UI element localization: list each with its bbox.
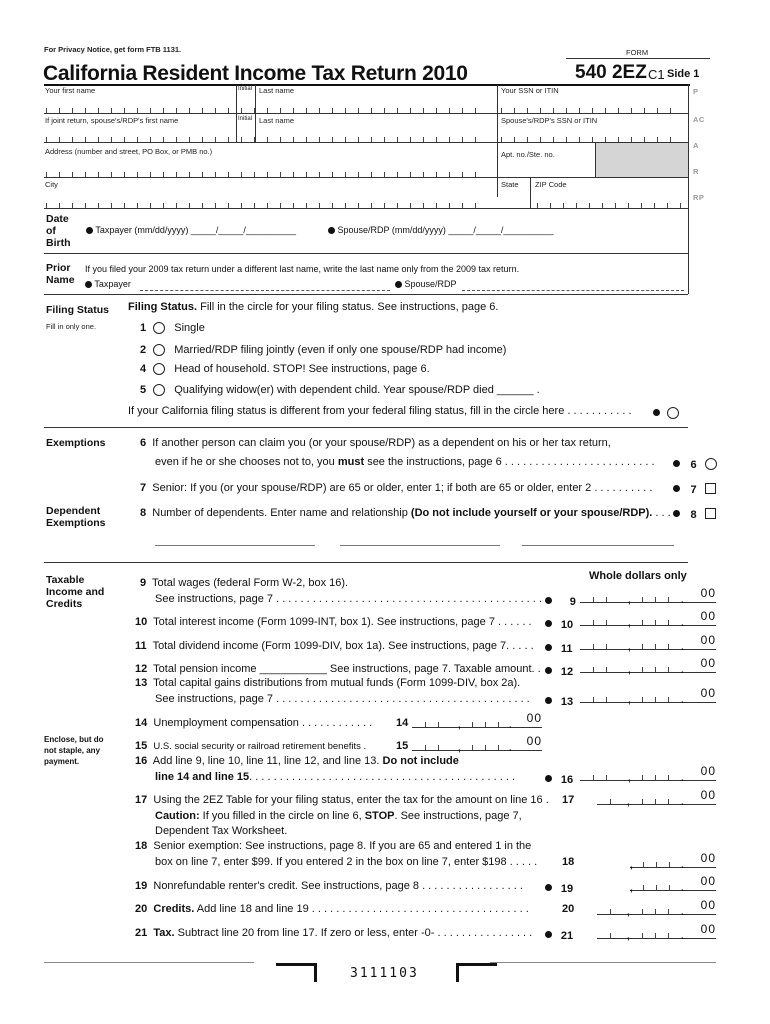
- bullet-icon: [545, 597, 552, 604]
- ssn-label: Your SSN or ITIN: [501, 86, 559, 95]
- line-6b: even if he or she chooses not to, you must see the instructions, page 6 . . . . . . . . . . . . . . . . . . . . . . . . .: [155, 456, 655, 468]
- bullet-icon: [86, 227, 93, 234]
- line-14: 14 Unemployment compensation . . . . . . . . . . . .: [135, 717, 373, 729]
- line-7: 7 Senior: If you (or your spouse/RDP) are 65 or older, enter 1; if both are 65 or older, enter 2 . . . . . . . . . .: [140, 482, 653, 494]
- line-13a: 13 Total capital gains distributions from mutual funds (Form 1099-DIV, box 2a).: [135, 677, 521, 689]
- income-label-2: Income and: [46, 586, 105, 598]
- line-10: 10 Total interest income (Form 1099-INT, box 1). See instructions, page 7 . . . . . .: [135, 616, 532, 628]
- bullet-icon: [328, 227, 335, 234]
- entry-box[interactable]: [705, 508, 716, 519]
- initial-label: Initial: [238, 86, 253, 92]
- side-code-r: R: [693, 167, 699, 176]
- spouse-ssn-entry-field[interactable]: [501, 131, 681, 142]
- line-11: 11 Total dividend income (Form 1099-DIV, box 1a). See instructions, page 7. . . . .: [135, 640, 534, 652]
- line-11-label: 11: [545, 639, 573, 657]
- line-10-amount[interactable]: , . 00: [580, 613, 716, 626]
- bullet-icon: [545, 667, 552, 674]
- dependent-label-2: Exemptions: [46, 517, 106, 529]
- filing-option-head-household[interactable]: 4 Head of household. STOP! See instructions, page 6.: [140, 363, 430, 375]
- line-12-label: 12: [545, 662, 573, 680]
- prior-name-instruction: If you filed your 2009 tax return under a different last name, write the last name only from the 2009 tax return.: [85, 264, 520, 274]
- line-15: 15 U.S. social security or railroad retirement benefits .: [135, 740, 367, 752]
- radio-circle[interactable]: [667, 407, 679, 419]
- dependent-entry-2[interactable]: [340, 545, 500, 546]
- line-19-label: 19: [545, 879, 573, 897]
- filing-status-section: Filing Status: [46, 304, 109, 316]
- different-status-line: If your California filing status is different from your federal filing status, fill in the circle here . . . . . . . . . . .: [128, 405, 632, 417]
- zip-entry-field[interactable]: [537, 197, 682, 208]
- spouse-name-entry-field[interactable]: [46, 131, 486, 142]
- side-code-rp: RP: [693, 193, 705, 202]
- line-20: 20 Credits. Add line 18 and line 19 . . . . . . . . . . . . . . . . . . . . . . . . . . . . . . . . . . . .: [135, 903, 529, 915]
- side-label: Side 1: [667, 68, 700, 80]
- bullet-icon: [85, 281, 92, 288]
- line-13b: See instructions, page 7 . . . . . . . . . . . . . . . . . . . . . . . . . . . . . . . . . . . . . . . . . .: [155, 693, 530, 705]
- spouse-first-name-label: If joint return, spouse's/RDP's first name: [45, 116, 179, 125]
- side-code-ac: AC: [693, 115, 705, 124]
- bullet-icon: [653, 409, 660, 416]
- line-17c: Dependent Tax Worksheet.: [155, 825, 288, 837]
- side-code-p: P: [693, 87, 699, 96]
- corner-mark-left: [276, 963, 317, 982]
- line-18-amount[interactable]: , . 00: [630, 851, 716, 871]
- radio-circle[interactable]: [153, 344, 165, 356]
- state-label: State: [501, 180, 519, 189]
- first-name-label: Your first name: [45, 86, 96, 95]
- fill-one-note: Fill in only one.: [46, 322, 97, 331]
- line-10-label: 10: [545, 615, 573, 633]
- dob-spouse[interactable]: Spouse/RDP (mm/dd/yyyy) _____/_____/__________: [328, 225, 554, 235]
- line-17b: Caution: If you filled in the circle on line 6, STOP. See instructions, page 7,: [155, 810, 522, 822]
- line-13-label: 13: [545, 692, 573, 710]
- city-label: City: [45, 180, 58, 189]
- line-6a: 6 If another person can claim you (or your spouse/RDP) as a dependent on his or her tax return,: [140, 437, 611, 449]
- bullet-icon: [545, 931, 552, 938]
- line-15-amount[interactable]: , . 00: [412, 738, 542, 751]
- bullet-icon: [545, 884, 552, 891]
- enclose-note-2: not staple, any: [44, 746, 101, 755]
- form-title: California Resident Income Tax Return 2010: [43, 62, 468, 85]
- corner-mark-right: [456, 963, 497, 982]
- prior-label-1: Prior: [46, 262, 71, 274]
- line-16-amount[interactable]: , . 00: [580, 768, 716, 781]
- line-14-label: 14: [396, 717, 409, 729]
- barcode-number: 3111103: [350, 966, 419, 981]
- income-label-1: Taxable: [46, 574, 85, 586]
- line-11-amount[interactable]: , . 00: [580, 637, 716, 650]
- line-16-label: 16: [545, 770, 573, 788]
- address-label: Address (number and street, PO Box, or PMB no.): [45, 147, 213, 156]
- whole-dollars-note: Whole dollars only: [589, 570, 687, 582]
- enclose-note-3: payment.: [44, 757, 80, 766]
- bullet-icon: [673, 460, 680, 467]
- line-8: 8 Number of dependents. Enter name and relationship (Do not include yourself or your spouse/RDP). . . .: [140, 507, 671, 519]
- income-label-3: Credits: [46, 598, 83, 610]
- prior-name-taxpayer[interactable]: Taxpayer: [85, 279, 131, 289]
- line-20-amount[interactable]: , . 00: [597, 902, 716, 915]
- line-21: 21 Tax. Subtract line 20 from line 17. If zero or less, enter -0- . . . . . . . . . . . . . . . .: [135, 927, 533, 939]
- line-17a: 17 Using the 2EZ Table for your filing status, enter the tax for the amount on line 16 .: [135, 794, 549, 806]
- dependent-label-1: Dependent: [46, 505, 101, 517]
- line-21-label: 21: [545, 926, 573, 944]
- zip-label: ZIP Code: [535, 180, 567, 189]
- line-17-label: 17: [562, 794, 575, 806]
- line-9a: 9 Total wages (federal Form W-2, box 16).: [140, 577, 349, 589]
- form-code: C1: [648, 67, 665, 82]
- spouse-initial-label: Initial: [238, 116, 253, 122]
- bullet-icon: [673, 510, 680, 517]
- enclose-note-1: Enclose, but do: [44, 735, 104, 744]
- filing-option-joint[interactable]: 2 Married/RDP filing jointly (even if only one spouse/RDP had income): [140, 344, 507, 356]
- bullet-icon: [545, 775, 552, 782]
- line-17-amount[interactable]: , . 00: [597, 792, 716, 805]
- entry-box[interactable]: [705, 483, 716, 494]
- dob-label-3: Birth: [46, 237, 71, 249]
- radio-circle[interactable]: [705, 458, 717, 470]
- dependent-entry-3[interactable]: [522, 545, 674, 546]
- side-code-a: A: [693, 141, 699, 150]
- line-21-amount[interactable]: , . 00: [597, 926, 716, 939]
- line-16a: 16 Add line 9, line 10, line 11, line 12, and line 13. Do not include: [135, 755, 459, 767]
- line-8-box[interactable]: 8: [673, 505, 716, 523]
- line-9b: See instructions, page 7 . . . . . . . . . . . . . . . . . . . . . . . . . . . . . . . . . . . . . . . . . . . .: [155, 593, 542, 605]
- different-status-toggle[interactable]: [653, 404, 679, 422]
- line-16b: line 14 and line 15. . . . . . . . . . . . . . . . . . . . . . . . . . . . . . . . . . . . . . . . . . . .: [155, 771, 516, 783]
- last-name-label: Last name: [259, 86, 295, 95]
- line-15-label: 15: [396, 740, 409, 752]
- line-13-amount[interactable]: , . 00: [580, 690, 716, 703]
- spouse-last-name-label: Last name: [259, 116, 295, 125]
- dob-taxpayer[interactable]: Taxpayer (mm/dd/yyyy) _____/_____/__________: [86, 225, 296, 235]
- dependent-entry-1[interactable]: [155, 545, 315, 546]
- line-12-amount[interactable]: , . 00: [580, 660, 716, 673]
- bullet-icon: [395, 281, 402, 288]
- dob-label-2: of: [46, 225, 56, 237]
- line-18b: box on line 7, enter $99. If you entered 2 in the box on line 7, enter $198 . . . . .: [155, 856, 538, 868]
- radio-circle[interactable]: [153, 322, 165, 334]
- line-7-box[interactable]: 7: [673, 480, 716, 498]
- bullet-icon: [673, 485, 680, 492]
- line-9-label: 9: [545, 592, 576, 610]
- form-label: FORM: [626, 48, 649, 57]
- address-entry-field[interactable]: [46, 166, 486, 177]
- line-18-label: 18: [562, 856, 575, 868]
- city-entry-field[interactable]: [46, 197, 486, 208]
- line-6-checkbox[interactable]: 6: [673, 455, 717, 473]
- exemptions-section: Exemptions: [46, 437, 106, 449]
- apt-label: Apt. no./Ste. no.: [501, 150, 555, 159]
- bullet-icon: [545, 697, 552, 704]
- radio-circle[interactable]: [153, 384, 165, 396]
- line-20-label: 20: [562, 903, 575, 915]
- spouse-ssn-label: Spouse's/RDP's SSN or ITIN: [501, 116, 598, 125]
- filing-option-single[interactable]: 1 Single: [140, 322, 205, 334]
- shaded-box: [596, 143, 688, 177]
- line-18a: 18 Senior exemption: See instructions, page 8. If you are 65 and entered 1 in the: [135, 840, 532, 852]
- filing-status-heading: Filing Status. Fill in the circle for your filing status. See instructions, page 6.: [128, 301, 499, 313]
- ssn-entry-field[interactable]: [501, 102, 681, 113]
- line-14-amount[interactable]: , . 00: [412, 715, 542, 728]
- name-entry-field[interactable]: [46, 102, 486, 113]
- bullet-icon: [545, 620, 552, 627]
- privacy-notice: For Privacy Notice, get form FTB 1131.: [44, 45, 182, 54]
- form-number: 540 2EZ: [575, 62, 647, 83]
- line-19-amount[interactable]: , . 00: [630, 874, 716, 894]
- radio-circle[interactable]: [153, 363, 165, 375]
- prior-label-2: Name: [46, 274, 75, 286]
- bullet-icon: [545, 644, 552, 651]
- filing-option-widow[interactable]: 5 Qualifying widow(er) with dependent child. Year spouse/RDP died ______ .: [140, 384, 540, 396]
- line-12: 12 Total pension income ___________ See instructions, page 7. Taxable amount. .: [135, 663, 541, 675]
- prior-name-spouse[interactable]: Spouse/RDP: [395, 279, 457, 289]
- line-19: 19 Nonrefundable renter's credit. See instructions, page 8 . . . . . . . . . . . . . . . . .: [135, 880, 523, 892]
- line-9-amount[interactable]: , . 00: [580, 590, 716, 603]
- dob-label-1: Date: [46, 213, 69, 225]
